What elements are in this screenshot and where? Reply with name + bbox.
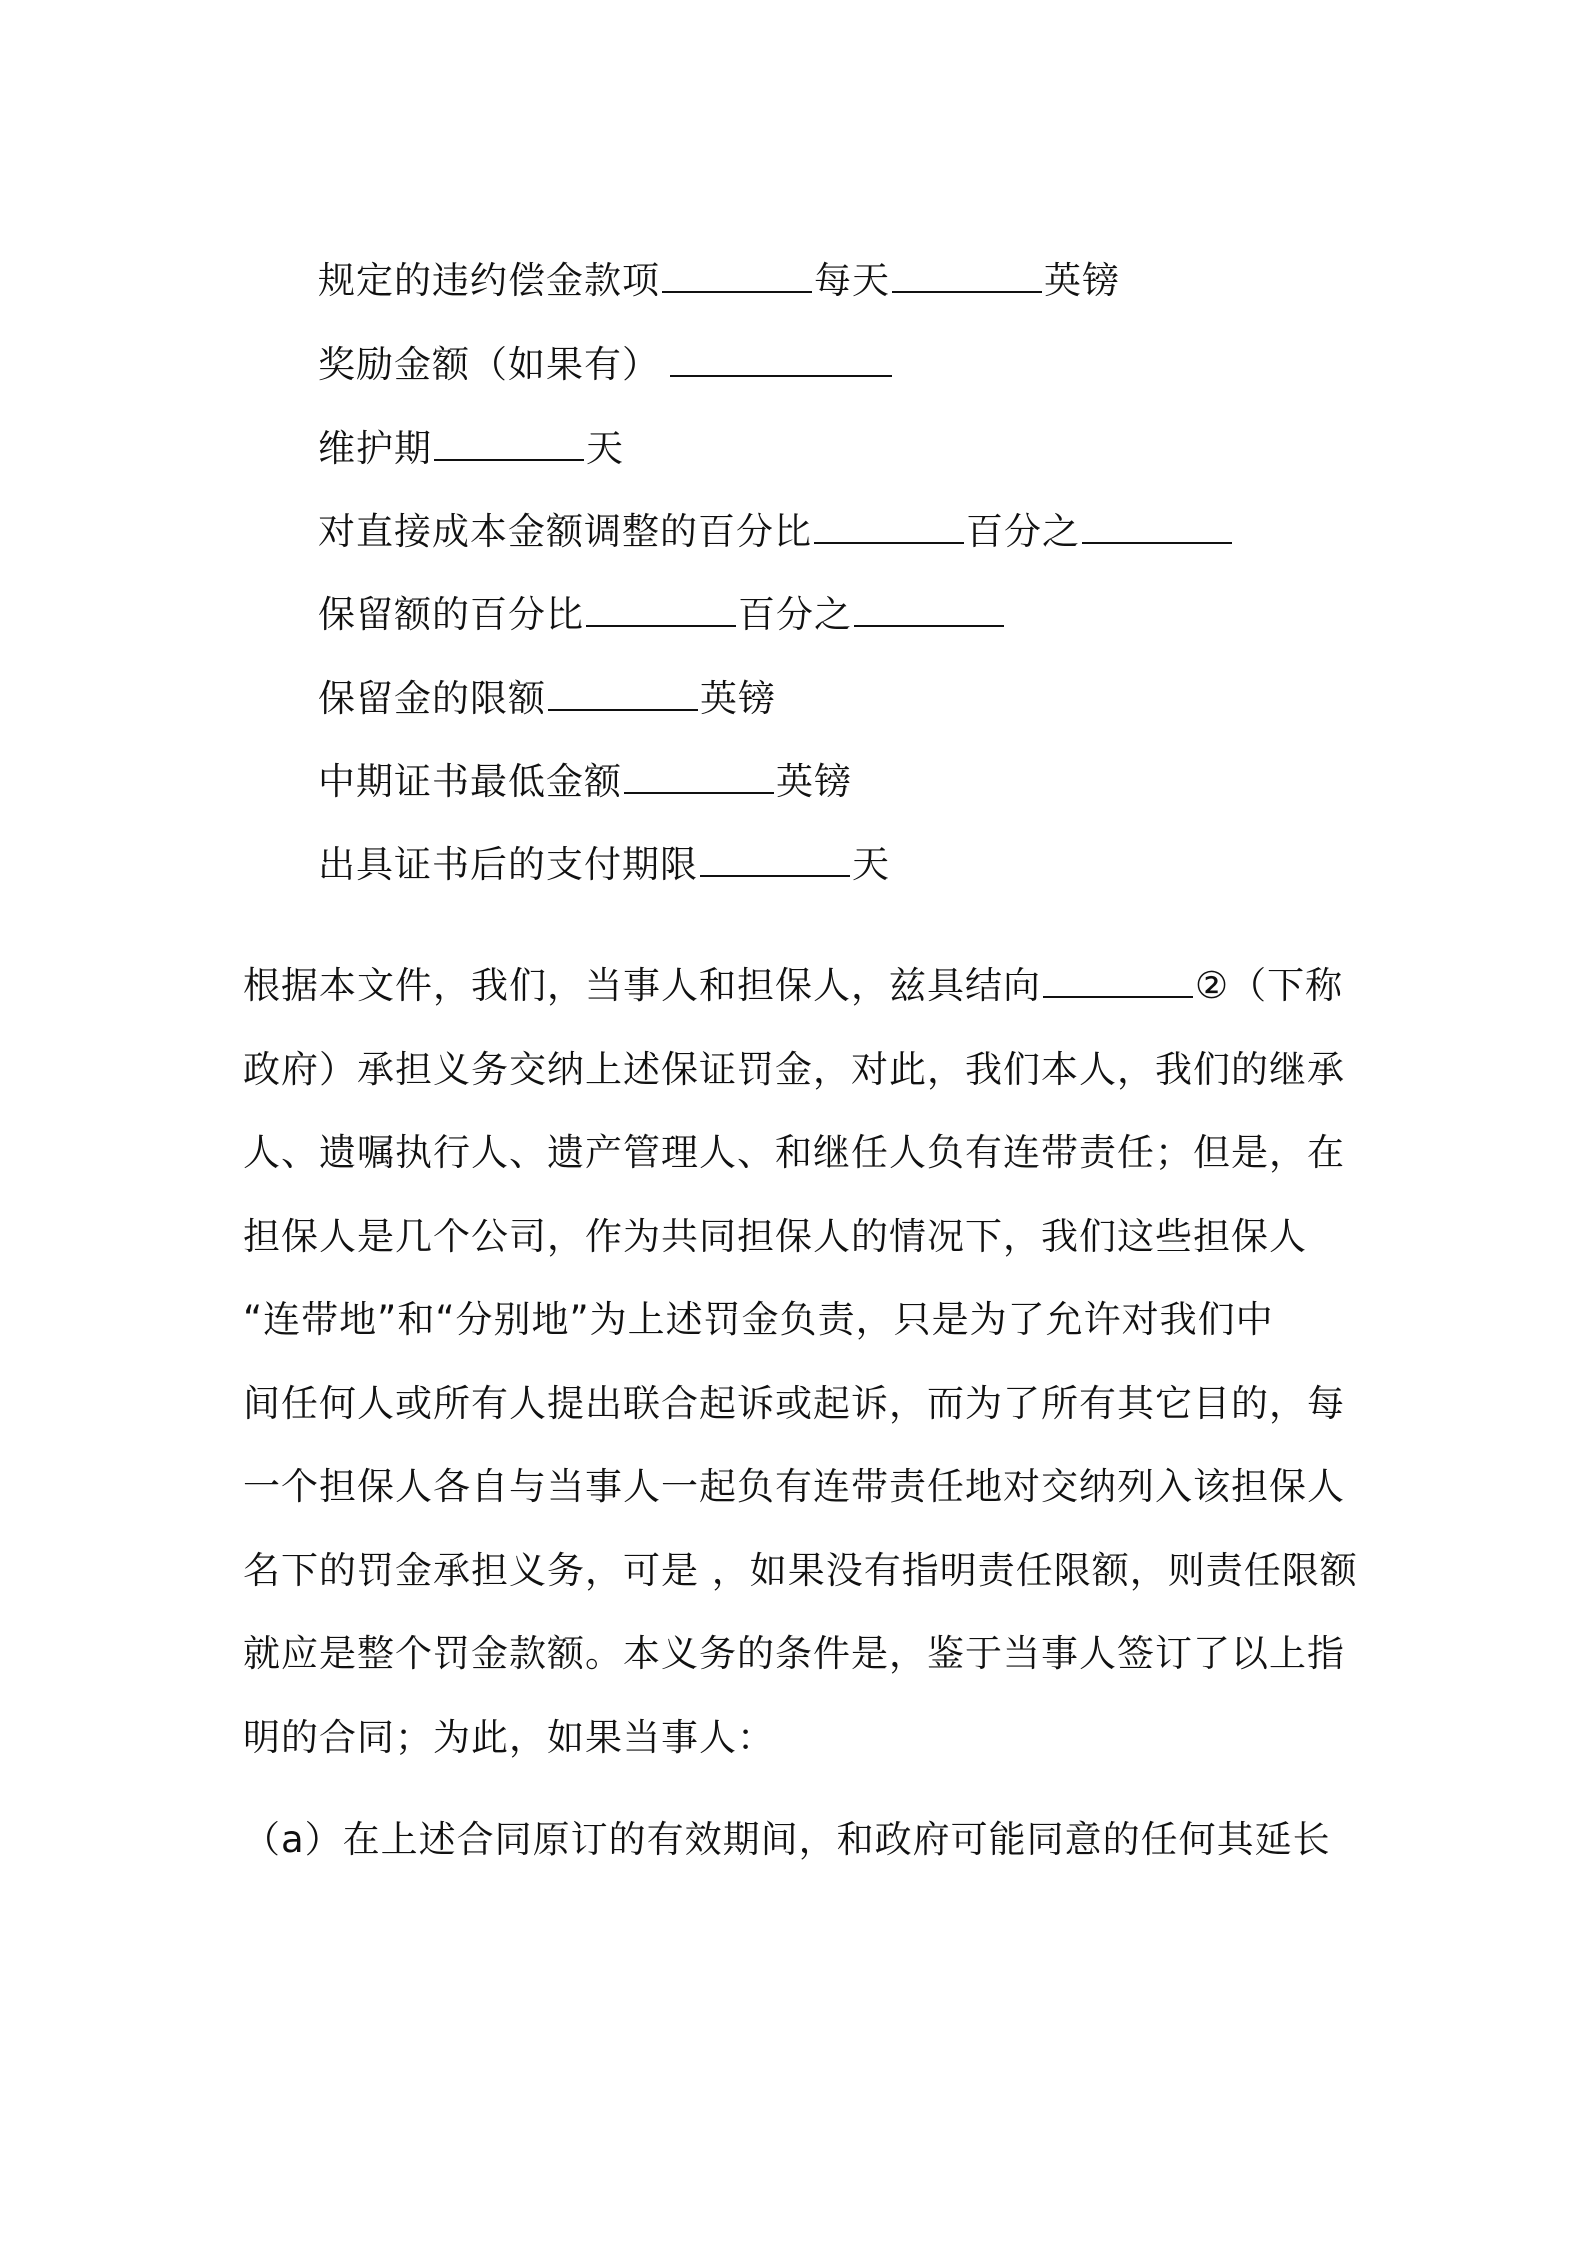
blank-line	[670, 341, 892, 377]
field-unit: 英镑	[776, 760, 852, 803]
field-unit: 每天	[814, 259, 890, 302]
paragraph-line: 一个担保人各自与当事人一起负有连带责任地对交纳列入该担保人	[243, 1465, 1345, 1508]
paragraph-line: 就应是整个罚金款额。本义务的条件是，鉴于当事人签订了以上指	[243, 1632, 1345, 1675]
blank-line	[700, 841, 850, 877]
paragraph-line	[243, 944, 1363, 1028]
field-label: 规定的违约偿金款项	[318, 259, 660, 302]
paragraph-line: 名下的罚金承担义务，可是 ，如果没有指明责任限额，则责任限额	[243, 1548, 1358, 1592]
field-unit: 百分之	[738, 593, 852, 636]
paragraph-line: 人、遗嘱执行人、遗产管理人、和继任人负有连带责任；但是，在	[243, 1131, 1345, 1174]
field-unit: 百分之	[966, 510, 1080, 553]
field-retention-percent	[318, 590, 1006, 640]
field-label: 保留金的限额	[318, 677, 546, 720]
field-maintenance-period	[318, 424, 624, 474]
paragraph-line: 间任何人或所有人提出联合起诉或起诉，而为了所有其它目的，每	[243, 1381, 1345, 1425]
field-label: 维护期	[318, 427, 432, 470]
paragraph-line: 明的合同；为此，如果当事人：	[243, 1715, 775, 1759]
blank-line	[662, 257, 812, 293]
field-label: 保留额的百分比	[318, 593, 584, 636]
field-retention-limit	[318, 674, 776, 724]
blank-line	[1082, 508, 1232, 544]
blank-line	[624, 758, 774, 794]
field-label: 中期证书最低金额	[318, 760, 622, 803]
paragraph-line: “连带地”和“分别地”为上述罚金负责，只是为了允许对我们中	[243, 1298, 1274, 1341]
blank-line	[548, 675, 698, 711]
field-unit: 天	[852, 843, 890, 886]
blank-line	[434, 425, 584, 461]
paragraph-line: 政府）承担义务交纳上述保证罚金，对此，我们本人，我们的继承	[243, 1047, 1345, 1091]
blank-line	[814, 508, 964, 544]
field-unit: 英镑	[1044, 259, 1120, 302]
clause-a: （a）在上述合同原订的有效期间，和政府可能同意的任何其延长	[243, 1818, 1331, 1861]
field-payment-period	[318, 840, 890, 890]
bond-paragraph	[243, 944, 1363, 1779]
field-interim-certificate-minimum	[318, 757, 852, 807]
field-cost-adjustment-percent	[318, 507, 1234, 557]
field-liquidated-damages	[318, 256, 1120, 306]
field-bonus-amount	[318, 340, 894, 390]
blank-line	[1043, 962, 1193, 998]
field-unit: 英镑	[700, 677, 776, 720]
paragraph-text: ②（下称	[1195, 964, 1344, 1007]
paragraph-line: 担保人是几个公司，作为共同担保人的情况下，我们这些担保人	[243, 1214, 1307, 1258]
blank-line	[586, 591, 736, 627]
field-label: 奖励金额（如果有）	[318, 343, 660, 386]
field-unit: 天	[586, 427, 624, 470]
field-label: 出具证书后的支付期限	[318, 843, 698, 886]
blank-line	[854, 591, 1004, 627]
field-label: 对直接成本金额调整的百分比	[318, 510, 812, 553]
blank-line	[892, 257, 1042, 293]
paragraph-text: 根据本文件，我们，当事人和担保人，兹具结向	[243, 964, 1041, 1007]
